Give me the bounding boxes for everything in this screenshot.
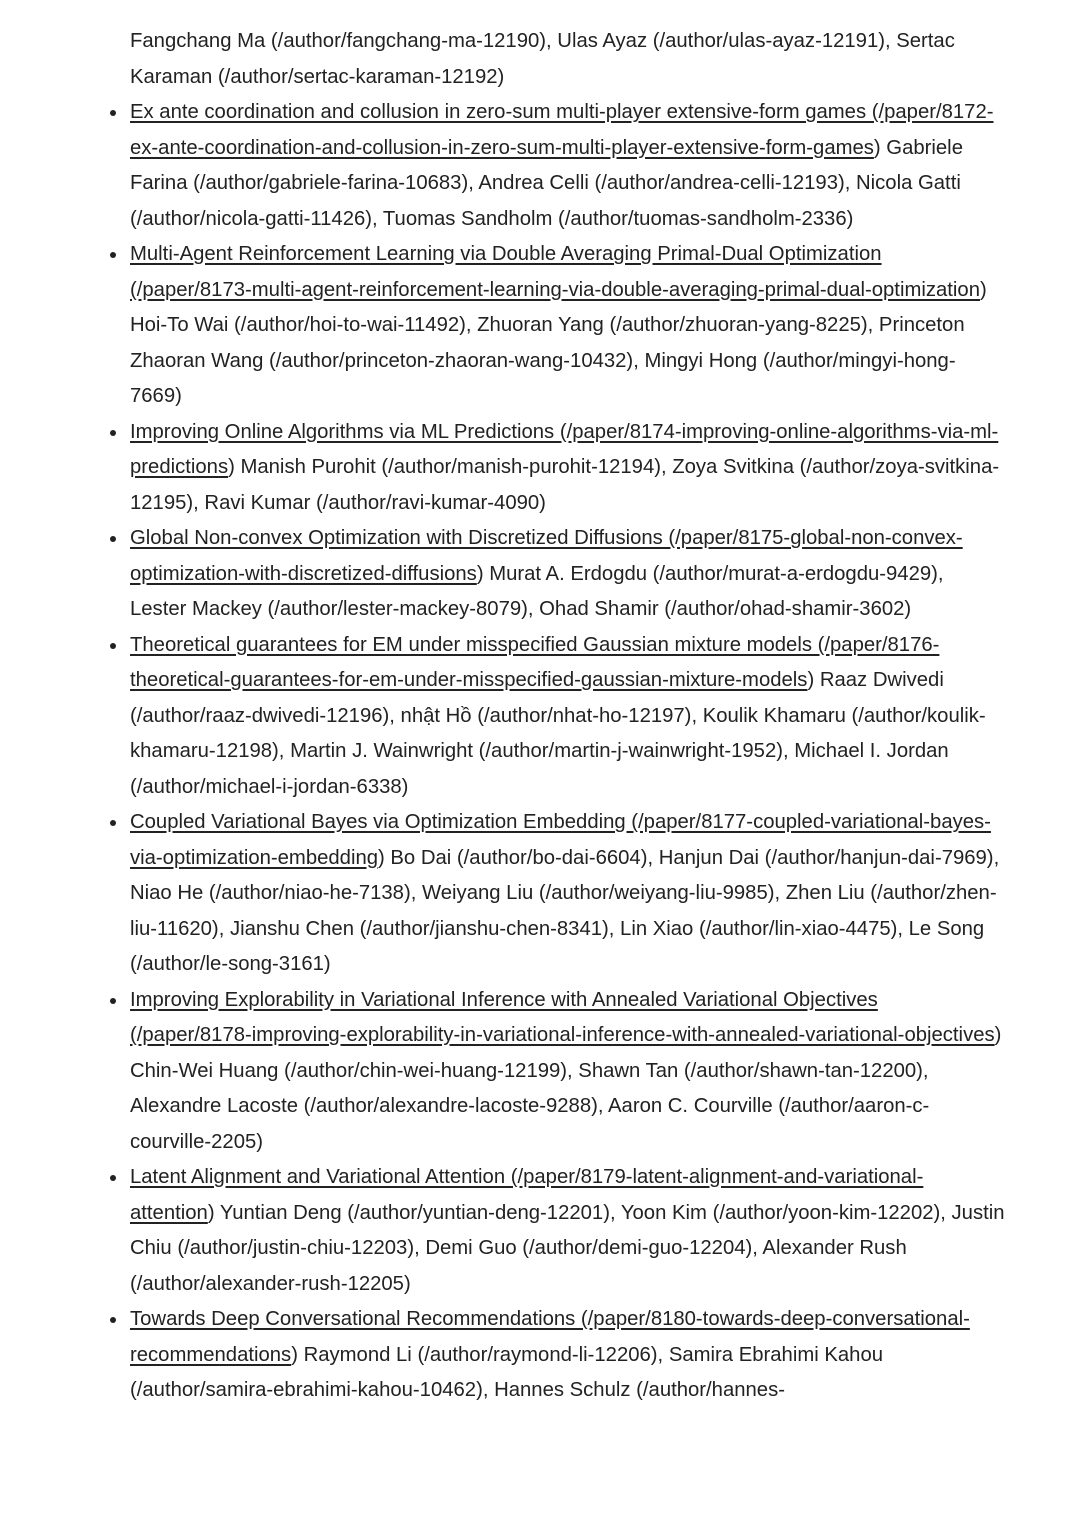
paper-list-item <box>130 983 1005 1161</box>
paper-list-item <box>130 1160 1005 1302</box>
paper-link[interactable]: Multi-Agent Reinforcement Learning via Double Averaging Primal-Dual Optimization (/paper/8173-multi-agent-reinforcement-learning-via-double-averaging-primal-dual-optimization <box>130 243 980 301</box>
paper-authors: ) Manish Purohit (/author/manish-purohit-12194), Zoya Svitkina (/author/zoya-svitkina-12195), Ravi Kumar (/author/ravi-kumar-4090) <box>130 456 1000 514</box>
paper-authors: ) Yuntian Deng (/author/yuntian-deng-12201), Yoon Kim (/author/yoon-kim-12202), Justin Chiu (/author/justin-chiu-12203), Demi Guo (/author/demi-guo-12204), Alexander Rush (/author/alexander-rush-12205) <box>130 1201 1005 1295</box>
paper-list-item <box>130 95 1005 237</box>
paper-list-page <box>130 24 1005 1409</box>
paper-list-item <box>130 628 1005 806</box>
paper-link[interactable]: Ex ante coordination and collusion in zero-sum multi-player extensive-form games (/paper/8172-ex-ante-coordination-and-collusion-in-zero-sum-multi-player-extensive-form-games <box>130 101 994 159</box>
paper-link[interactable]: Towards Deep Conversational Recommendations (/paper/8180-towards-deep-conversational-recommendations <box>130 1308 970 1366</box>
paper-link[interactable]: Latent Alignment and Variational Attention (/paper/8179-latent-alignment-and-variational-attention <box>130 1166 924 1224</box>
paper-authors: ) Bo Dai (/author/bo-dai-6604), Hanjun Dai (/author/hanjun-dai-7969), Niao He (/author/niao-he-7138), Weiyang Liu (/author/weiyang-liu-9985), Zhen Liu (/author/zhen-liu-11620), Jianshu Chen (/author/jianshu-chen-8341), Lin Xiao (/author/lin-xiao-4475), Le Song (/author/le-song-3161) <box>130 846 1000 975</box>
paper-authors: ) Gabriele Farina (/author/gabriele-farina-10683), Andrea Celli (/author/andrea-celli-12193), Nicola Gatti (/author/nicola-gatti-11426), Tuomas Sandholm (/author/tuomas-sandholm-2336) <box>130 136 963 230</box>
paper-list-item <box>130 415 1005 522</box>
paper-list-item <box>130 1302 1005 1409</box>
paper-list <box>130 95 1005 1409</box>
paper-link[interactable]: Coupled Variational Bayes via Optimization Embedding (/paper/8177-coupled-variational-bayes-via-optimization-embedding <box>130 811 991 869</box>
paper-link[interactable]: Improving Explorability in Variational Inference with Annealed Variational Objectives (/paper/8178-improving-explorability-in-variational-inference-with-annealed-variational-objectives <box>130 988 995 1046</box>
paper-list-item <box>130 237 1005 415</box>
paper-authors: ) Murat A. Erdogdu (/author/murat-a-erdogdu-9429), Lester Mackey (/author/lester-mackey-8079), Ohad Shamir (/author/ohad-shamir-3602) <box>130 562 944 620</box>
paper-list-item <box>130 805 1005 983</box>
paper-authors: ) Raymond Li (/author/raymond-li-12206), Samira Ebrahimi Kahou (/author/samira-ebrahimi-kahou-10462), Hannes Schulz (/author/hannes- <box>130 1343 884 1401</box>
paper-link[interactable]: Improving Online Algorithms via ML Predictions (/paper/8174-improving-online-algorithms-via-ml-predictions <box>130 420 999 478</box>
paper-authors: ) Hoi-To Wai (/author/hoi-to-wai-11492), Zhuoran Yang (/author/zhuoran-yang-8225), Princeton Zhaoran Wang (/author/princeton-zhaoran-wang-10432), Mingyi Hong (/author/mingyi-hong-7669) <box>130 278 987 407</box>
paper-list-item <box>130 521 1005 628</box>
previous-item-authors: Fangchang Ma (/author/fangchang-ma-12190), Ulas Ayaz (/author/ulas-ayaz-12191), Sertac Karaman (/author/sertac-karaman-12192) <box>130 30 955 88</box>
paper-link[interactable]: Theoretical guarantees for EM under misspecified Gaussian mixture models (/paper/8176-theoretical-guarantees-for-em-under-misspecified-gaussian-mixture-models <box>130 633 940 691</box>
paper-link[interactable]: Global Non-convex Optimization with Discretized Diffusions (/paper/8175-global-non-convex-optimization-with-discretized-diffusions <box>130 527 963 585</box>
paper-authors: ) Chin-Wei Huang (/author/chin-wei-huang-12199), Shawn Tan (/author/shawn-tan-12200), Alexandre Lacoste (/author/alexandre-lacoste-9288), Aaron C. Courville (/author/aaron-c-courville-2205) <box>130 1024 1002 1153</box>
paper-authors: ) Raaz Dwivedi (/author/raaz-dwivedi-12196), nhật Hồ (/author/nhat-ho-12197), Koulik Khamaru (/author/koulik-khamaru-12198), Martin J. Wainwright (/author/martin-j-wainwright-1952), Michael I. Jordan (/author/michael-i-jordan-6338) <box>130 669 986 798</box>
